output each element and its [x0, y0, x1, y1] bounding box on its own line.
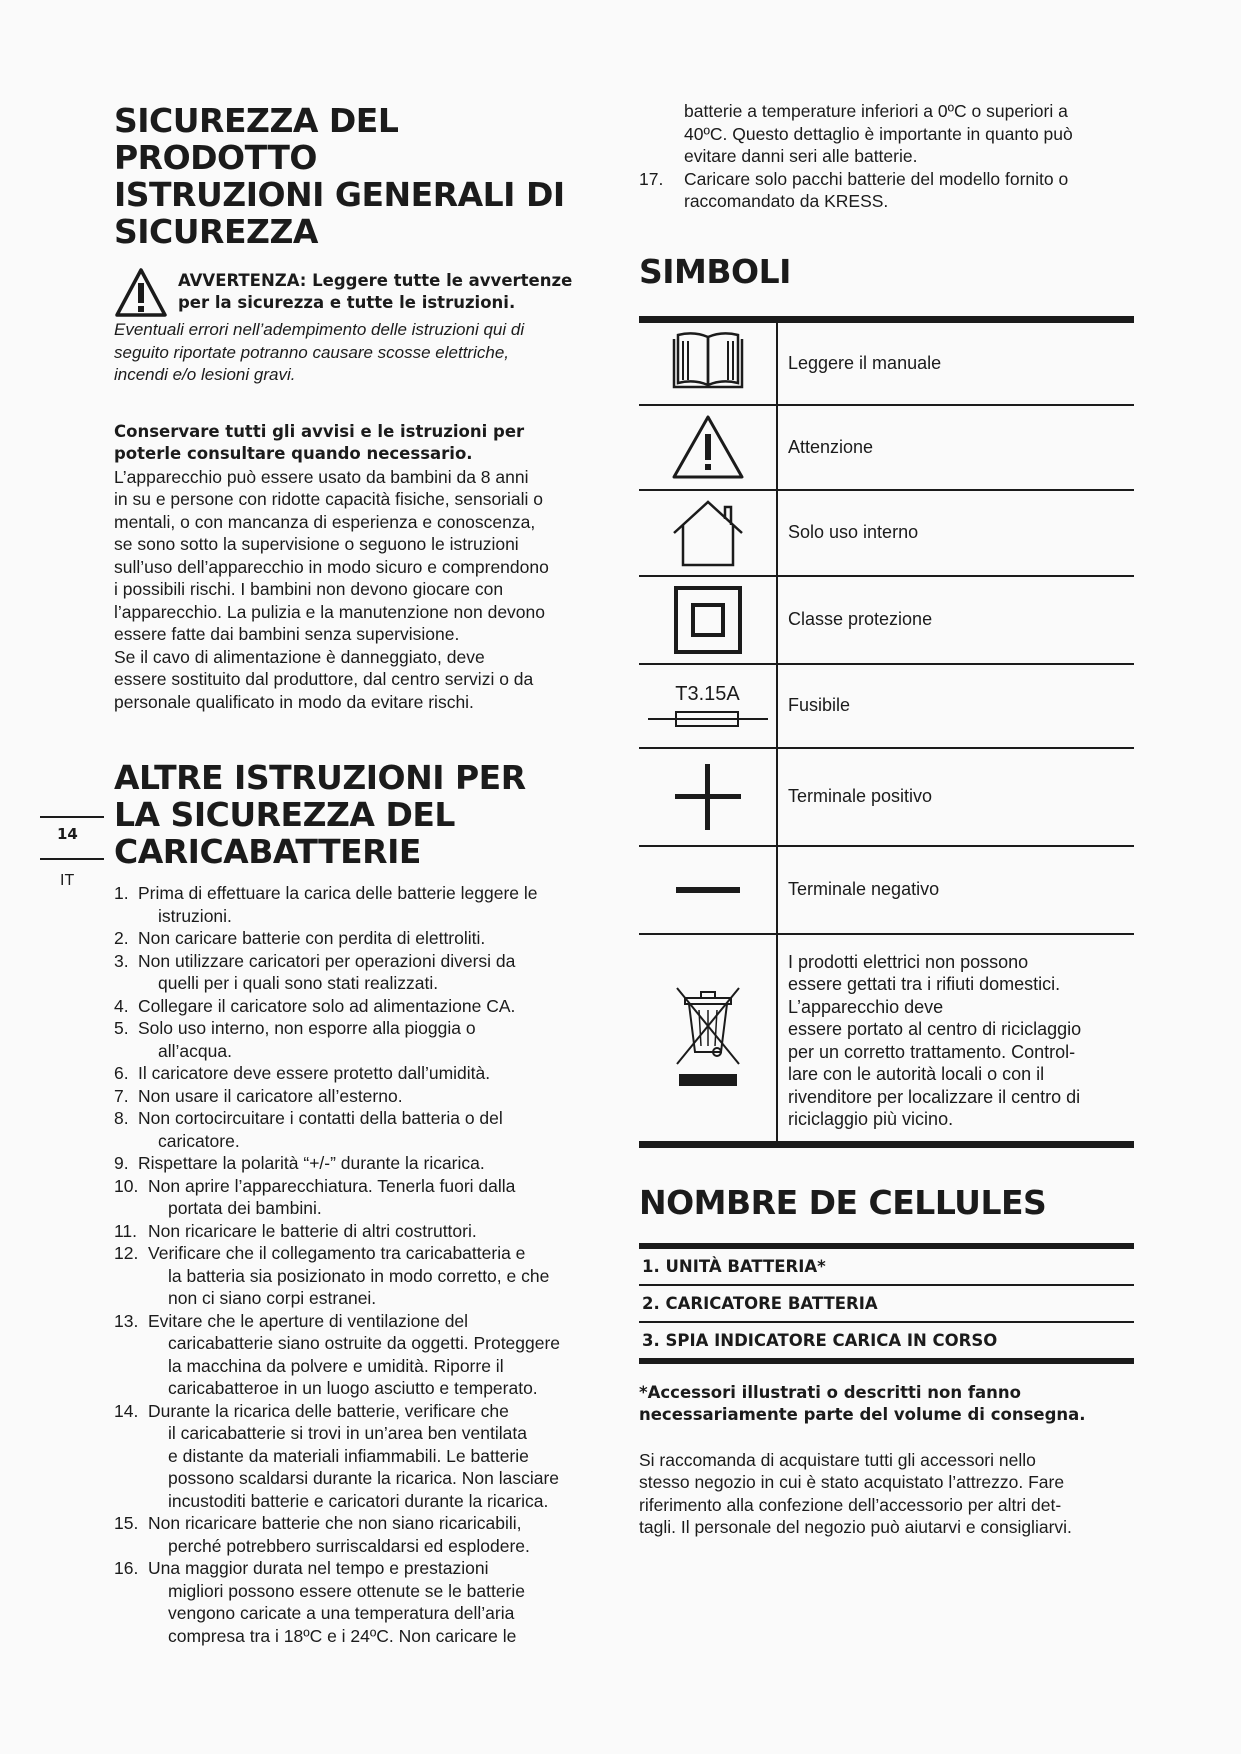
list-line: Non aprire l’apparecchiatura. Tenerla fuori dalla [148, 1175, 516, 1196]
sidebar-divider [40, 816, 104, 818]
warning-heading [178, 270, 572, 314]
list-line: Durante la ricarica delle batterie, verificare che [148, 1400, 509, 1421]
symbol-cell [639, 665, 778, 747]
cell-row: 2. CARICATORE BATTERIA [639, 1286, 1134, 1323]
body-line: l’apparecchio. La pulizia e la manutenzione non devono [114, 601, 545, 622]
list-number: 9. [114, 1153, 129, 1173]
charger-safety-list [114, 882, 614, 1647]
list-number: 16. [114, 1558, 139, 1578]
symbol-label [778, 577, 932, 663]
list-line: portata dei bambini. [168, 1198, 322, 1218]
symbol-cell [639, 577, 778, 663]
fuse-label: T3.15A [675, 682, 740, 705]
symbol-label [778, 935, 1081, 1141]
title-line: PRODOTTO [114, 138, 317, 177]
cell-row: 3. SPIA INDICATORE CARICA IN CORSO [639, 1323, 1134, 1364]
list-number: 2. [114, 928, 129, 948]
symbol-cell [639, 847, 778, 933]
list-number: 7. [114, 1085, 129, 1106]
body-line: tagli. Il personale del negozio può aiutarvi e consigliarvi. [639, 1517, 1072, 1537]
list-line: compresa tra i 18ºC e i 24ºC. Non caricare le [168, 1625, 517, 1646]
list-line: vengono caricate a una temperatura dell’aria [168, 1603, 515, 1623]
list-number: 5. [114, 1018, 129, 1038]
warning-triangle-icon [114, 267, 168, 319]
fuse-icon [646, 709, 770, 729]
symbol-text: Solo uso interno [788, 522, 919, 543]
symbol-text: riciclaggio più vicino. [788, 1109, 954, 1129]
symbol-text: per un corretto trattamento. Control- [788, 1041, 1076, 1062]
warning-line: per la sicurezza e tutte le istruzioni. [178, 293, 516, 312]
italic-line: incendi e/o lesioni gravi. [114, 365, 296, 384]
symbol-text: lare con le autorità locali o con il [788, 1064, 1045, 1084]
weee-text [788, 951, 1081, 1131]
body-line: mentali, o con mancanza di esperienza e conoscenza, [114, 511, 536, 532]
list-line: Non ricaricare le batterie di altri costruttori. [148, 1220, 477, 1241]
sidebar-divider [40, 858, 104, 860]
symbol-cell [639, 749, 778, 845]
body-line: Caricare solo pacchi batterie del modello fornito o [684, 168, 1069, 189]
list-line: la batteria sia posizionato in modo corretto, e che [168, 1265, 550, 1286]
list-line: perché potrebbero surriscaldarsi ed esplodere. [168, 1535, 530, 1556]
list-line: Non cortocircuitare i contatti della batteria o del [138, 1108, 503, 1128]
list-number: 11. [114, 1220, 138, 1241]
right-column [639, 102, 1137, 1539]
body-line: i possibili rischi. I bambini non devono giocare con [114, 579, 504, 599]
list-line: migliori possono essere ottenute se le batterie [168, 1580, 526, 1601]
symbol-cell [639, 406, 778, 489]
title-product-safety [114, 102, 614, 250]
list-number: 17. [639, 168, 664, 189]
symbol-text: Fusibile [788, 695, 851, 716]
list-line: possono scaldarsi durante la ricarica. Non lasciare [168, 1468, 560, 1488]
title-line: LA SICUREZZA DEL [114, 795, 455, 834]
body-line: riferimento alla confezione dell’accessorio per altri det- [639, 1494, 1062, 1515]
page-number: 14 [57, 825, 78, 843]
warning-triangle-icon [671, 414, 745, 480]
bold-line: necessariamente parte del volume di consegna. [639, 1405, 1086, 1424]
house-icon [671, 499, 745, 567]
symbol-cell [639, 935, 778, 1141]
symbol-row [639, 406, 1134, 491]
list-item [114, 1017, 614, 1062]
body-line: 40ºC. Questo dettaglio è importante in quanto può [684, 123, 1073, 144]
symbol-row [639, 665, 1134, 749]
list-line: Non ricaricare batterie che non siano ricaricabili, [148, 1513, 522, 1533]
list-number: 6. [114, 1063, 129, 1083]
list-number: 4. [114, 995, 129, 1016]
list-number: 8. [114, 1108, 129, 1128]
warning-block [114, 268, 614, 319]
symbol-row [639, 935, 1134, 1141]
list-item [114, 1152, 614, 1175]
italic-line: Eventuali errori nell’adempimento delle istruzioni qui di [114, 320, 525, 339]
title-line: CARICABATTERIE [114, 832, 421, 871]
safety-paragraph [114, 466, 614, 714]
list-line: la macchina da polvere e umidità. Riporre il [168, 1355, 504, 1376]
language-code: IT [60, 872, 75, 889]
body-line: essere sostituito dal produttore, dal centro servizi o da [114, 669, 534, 689]
symbol-text: L’apparecchio deve [788, 996, 944, 1017]
list-number: 15. [114, 1513, 139, 1533]
body-line: evitare danni seri alle batterie. [684, 146, 918, 166]
symbol-label [778, 847, 939, 933]
list-number: 10. [114, 1175, 139, 1196]
warning-italic [114, 319, 614, 387]
warning-line: AVVERTENZA: Leggere tutte le avvertenze [178, 271, 573, 290]
symbol-text: I prodotti elettrici non possono [788, 951, 1029, 972]
symbol-label [778, 665, 850, 747]
list-line: Verificare che il collegamento tra caricabatteria e [148, 1243, 526, 1263]
item16-continuation [639, 100, 1137, 168]
list-item [114, 1062, 614, 1085]
title-symbols: SIMBOLI [639, 251, 791, 291]
list-number: 3. [114, 950, 129, 971]
list-line: Non utilizzare caricatori per operazioni diversi da [138, 950, 516, 971]
list-number: 13. [114, 1310, 139, 1331]
title-cells: NOMBRE DE CELLULES [639, 1182, 1047, 1222]
crossed-bin-icon [673, 986, 743, 1090]
italic-line: seguito riportate potranno causare scosse elettriche, [114, 342, 510, 362]
accessories-note [639, 1382, 1137, 1427]
list-line: caricabatteroe in un luogo asciutto e temperato. [168, 1378, 538, 1398]
body-line: in su e persone con ridotte capacità fisiche, sensoriali o [114, 489, 543, 509]
symbol-row [639, 323, 1134, 406]
list-line: incustoditi batterie e caricatori durante la ricarica. [168, 1490, 549, 1511]
symbol-text: essere portato al centro di riciclaggio [788, 1019, 1082, 1039]
list-item [114, 1557, 614, 1647]
symbol-label [778, 491, 918, 575]
symbol-label [778, 323, 941, 404]
symbol-row [639, 491, 1134, 577]
list-number: 1. [114, 883, 129, 903]
body-line: stesso negozio in cui è stato acquistato l’attrezzo. Fare [639, 1472, 1065, 1492]
list-item [114, 1310, 614, 1400]
list-line: Non usare il caricatore all’esterno. [138, 1085, 403, 1106]
list-line: Il caricatore deve essere protetto dall’umidità. [138, 1063, 491, 1083]
list-line: Collegare il caricatore solo ad alimentazione CA. [138, 995, 516, 1016]
list-item [114, 1085, 614, 1108]
plus-icon [673, 762, 743, 832]
cells-table [639, 1243, 1134, 1364]
list-number: 12. [114, 1243, 139, 1263]
body-line: se sono sotto la supervisione o seguono le istruzioni [114, 534, 519, 554]
list-item [114, 1242, 614, 1310]
symbol-row [639, 749, 1134, 847]
body-line: personale qualificato in modo da evitare rischi. [114, 691, 474, 712]
title-line: SICUREZZA DEL [114, 101, 399, 140]
symbol-row [639, 847, 1134, 935]
symbol-cell [639, 323, 778, 404]
symbol-text: essere gettati tra i rifiuti domestici. [788, 974, 1061, 994]
bold-line: Conservare tutti gli avvisi e le istruzioni per [114, 421, 525, 441]
list-line: Prima di effettuare la carica delle batterie leggere le [138, 883, 538, 903]
cell-row: 1. UNITÀ BATTERIA* [639, 1249, 1134, 1286]
double-square-icon [673, 585, 743, 655]
list-item-17 [639, 168, 1137, 213]
list-item [114, 1175, 614, 1220]
list-line: Una maggior durata nel tempo e prestazioni [148, 1558, 489, 1578]
symbol-text: Attenzione [788, 436, 874, 457]
body-line: Si raccomanda di acquistare tutti gli accessori nello [639, 1449, 1036, 1470]
advice-paragraph [639, 1449, 1137, 1539]
list-item [114, 882, 614, 927]
minus-icon [676, 885, 740, 895]
symbol-text: Terminale negativo [788, 879, 940, 900]
list-line: caricatore. [158, 1130, 240, 1151]
list-item [114, 1107, 614, 1152]
bold-line: poterle consultare quando necessario. [114, 444, 473, 463]
body-line: Se il cavo di alimentazione è danneggiato, deve [114, 646, 485, 667]
title-line: SICUREZZA [114, 212, 318, 251]
body-line: sull’uso dell’apparecchio in modo sicuro e comprendono [114, 556, 549, 577]
list-line: Evitare che le aperture di ventilazione del [148, 1310, 469, 1331]
list-item [114, 950, 614, 995]
list-number: 14. [114, 1400, 139, 1421]
list-line: quelli per i quali sono stati realizzati. [158, 973, 439, 993]
list-line: Rispettare la polarità “+/-” durante la ricarica. [138, 1153, 485, 1173]
left-column [114, 102, 614, 1647]
list-line: Non caricare batterie con perdita di elettroliti. [138, 928, 486, 948]
body-line: raccomandato da KRESS. [684, 191, 889, 211]
list-line: e distante da materiali infiammabili. Le batterie [168, 1445, 529, 1466]
symbol-text: Classe protezione [788, 609, 933, 630]
symbol-label [778, 406, 873, 489]
symbol-label [778, 749, 932, 845]
body-line: batterie a temperature inferiori a 0ºC o superiori a [684, 101, 1068, 121]
list-item [114, 927, 614, 950]
body-line: L’apparecchio può essere usato da bambini da 8 anni [114, 466, 529, 487]
list-line: Solo uso interno, non esporre alla pioggia o [138, 1018, 476, 1038]
symbols-table [639, 316, 1134, 1148]
symbol-cell [639, 491, 778, 575]
symbol-row [639, 577, 1134, 665]
list-line: non ci siano corpi estranei. [168, 1288, 377, 1308]
list-line: all’acqua. [158, 1040, 232, 1061]
manual-book-icon [668, 331, 748, 395]
list-item [114, 995, 614, 1018]
list-line: istruzioni. [158, 905, 232, 926]
title-line: ISTRUZIONI GENERALI DI [114, 175, 565, 214]
list-item [114, 1512, 614, 1557]
title-charger-safety [114, 759, 614, 870]
list-item [114, 1400, 614, 1513]
list-line: caricabatterie siano ostruite da oggetti. Proteggere [168, 1333, 561, 1353]
body-line: essere fatte dai bambini senza supervisione. [114, 624, 460, 644]
symbol-text: Terminale positivo [788, 786, 933, 807]
bold-line: *Accessori illustrati o descritti non fanno [639, 1382, 1022, 1402]
list-item [114, 1220, 614, 1243]
symbol-text: Leggere il manuale [788, 352, 942, 373]
title-line: ALTRE ISTRUZIONI PER [114, 758, 526, 797]
list-line: il caricabatterie si trovi in un’area ben ventilata [168, 1423, 527, 1443]
keep-instructions-heading [114, 421, 614, 466]
symbol-text: rivenditore per localizzare il centro di [788, 1086, 1081, 1107]
